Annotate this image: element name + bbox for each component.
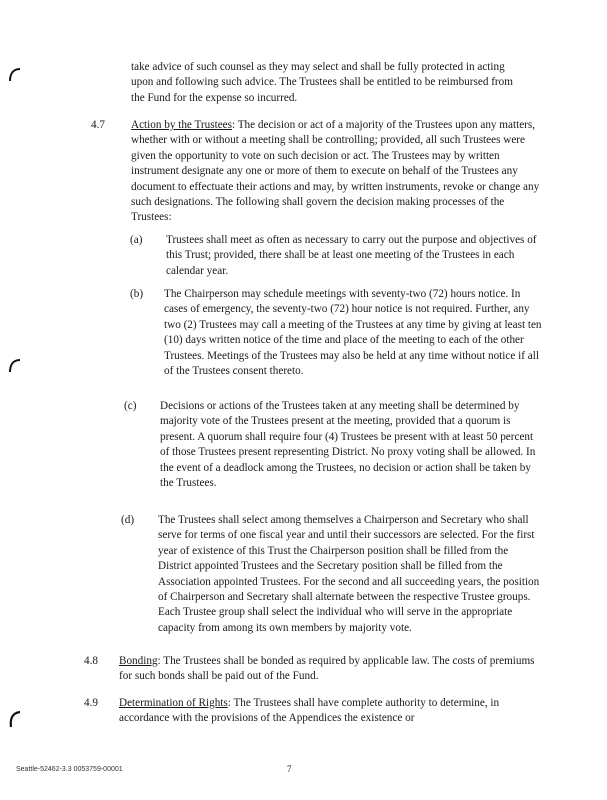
item-a-text: Trustees shall meet as often as necessary to carry out the purpose and objectives of this Trust; provided, there shall be at least one meeting of the Trustees in each calendar year. — [166, 234, 537, 277]
section-4-8-paragraph — [119, 654, 539, 685]
section-4-7-title: Action by the Trustees — [131, 119, 232, 131]
section-4-9-title: Determination of Rights — [119, 697, 228, 709]
item-d-text: The Trustees shall select among themselves a Chairperson and Secretary who shall serve for terms of one fiscal year and until their successors are selected. For the first year of existence of this Trust the Chairperson position shall be filled from the District appointed Trustees and the Secretary position shall be filled from the Association appointed Trustees. For the second and all succeeding years, the position of Chairperson and Secretary shall alternate between the respective Trustee groups. Each Trustee group shall select the individual who will serve in the appropriate capacity from among its own members by majority vote. — [158, 514, 540, 634]
section-4-9-paragraph — [119, 696, 539, 727]
section-4-7-paragraph — [131, 118, 546, 226]
item-b-label: (b) — [130, 288, 144, 300]
section-4-8-number: 4.8 — [84, 655, 98, 667]
section-4-9-body: : The Trustees shall have complete authority to determine, in accordance with the provisions of the Appendices the existence or — [119, 697, 500, 725]
binder-hole-mark-middle — [8, 357, 22, 375]
footer-document-id: Seattle-52462-3.3 0053759-00001 — [16, 766, 123, 773]
binder-hole-mark-top — [8, 66, 22, 84]
section-4-7-body: : The decision or act of a majority of the Trustees upon any matters, whether with or without a meeting shall be controlling; provided, all such Trustees were given the opportunity to vote on such decision or act. The Trustees may by written instrument designate any one or more of them to execute on behalf of the Trustees any document to effectuate their actions and may, by written instruments, revoke or change any such designations. The following shall govern the decision making processes of the Trustees: — [131, 119, 540, 224]
binder-hole-mark-bottom — [8, 710, 22, 728]
item-c-text: Decisions or actions of the Trustees taken at any meeting shall be determined by majority vote of the Trustees present at the meeting, provided that a quorum is present. A quorum shall require four (4) Trustees be present with at least 50 percent of those Trustees present representing District. No proxy voting shall be allowed. In the event of a deadlock among the Trustees, no decision or action shall be taken by the Trustees. — [160, 400, 536, 490]
carryover-paragraph: take advice of such counsel as they may select and shall be fully protected in acting upon and following such advice. The Trustees shall be entitled to be reimbursed from the Fund for the expense so incurred. — [131, 61, 513, 104]
page-number: 7 — [287, 764, 292, 774]
section-4-9-number: 4.9 — [84, 697, 98, 709]
item-d-label: (d) — [121, 514, 135, 526]
section-4-8-body: : The Trustees shall be bonded as required by applicable law. The costs of premiums for such bonds shall be paid out of the Fund. — [119, 655, 535, 683]
section-4-8-title: Bonding — [119, 655, 158, 667]
item-a-label: (a) — [130, 234, 143, 246]
item-c-label: (c) — [124, 400, 137, 412]
section-4-7-number: 4.7 — [91, 119, 105, 131]
item-b-text: The Chairperson may schedule meetings with seventy-two (72) hours notice. In cases of emergency, the seventy-two (72) hour notice is not required. Further, any two (2) Trustees may call a meeting of the Trustees at any time by giving at least ten (10) days written notice of the time and place of the meeting to each of the other Trustees. Meetings of the Trustees may also be held at any time without notice if all of the Trustees consent thereto. — [164, 288, 542, 378]
